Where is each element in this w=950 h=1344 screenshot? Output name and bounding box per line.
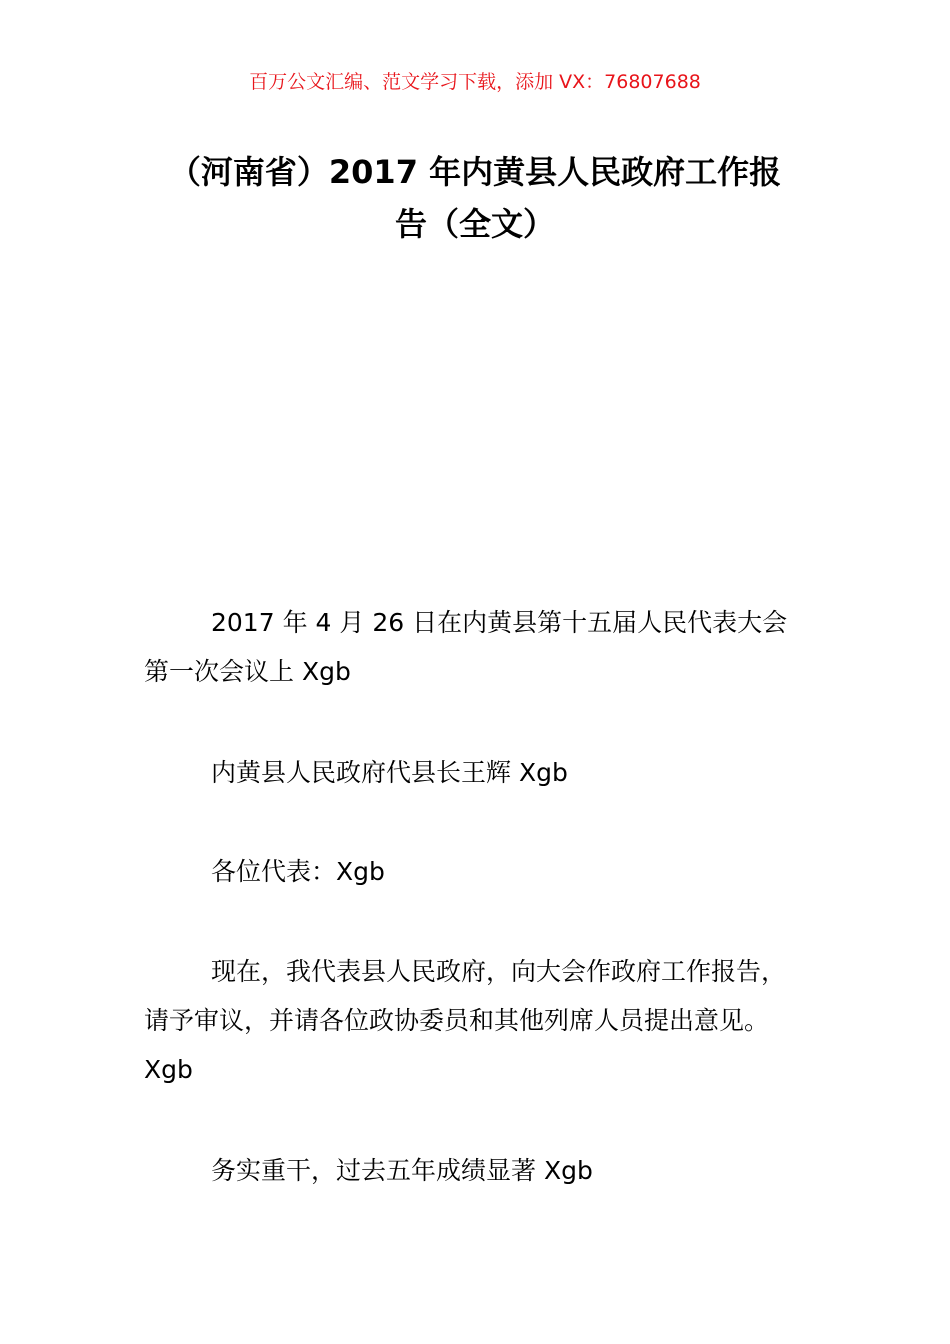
paragraph-line: 内黄县人民政府代县长王辉 Xgb bbox=[211, 758, 568, 787]
paragraph-line: 请予审议，并请各位政协委员和其他列席人员提出意见。 bbox=[144, 1006, 770, 1035]
paragraph-line: 务实重干，过去五年成绩显著 Xgb bbox=[211, 1156, 593, 1185]
title-line-2: 告（全文） bbox=[394, 205, 555, 243]
paragraph-intro bbox=[144, 947, 824, 1094]
header-note: 百万公文汇编、范文学习下载，添加 VX：76807688 bbox=[249, 71, 701, 93]
paragraph-line: 第一次会议上 Xgb bbox=[144, 657, 351, 686]
paragraph-line: Xgb bbox=[144, 1055, 193, 1084]
paragraph-salutation bbox=[144, 847, 824, 896]
paragraph-line: 2017 年 4 月 26 日在内黄县第十五届人民代表大会 bbox=[211, 608, 788, 637]
paragraph-speaker bbox=[144, 748, 824, 797]
document-title bbox=[120, 146, 830, 250]
title-line-1: （河南省）2017 年内黄县人民政府工作报 bbox=[168, 153, 782, 191]
paragraph-line: 各位代表：Xgb bbox=[211, 857, 385, 886]
paragraph-line: 现在，我代表县人民政府，向大会作政府工作报告， bbox=[211, 957, 787, 986]
paragraph-section-heading bbox=[144, 1146, 824, 1195]
paragraph-meeting-info bbox=[144, 598, 824, 696]
